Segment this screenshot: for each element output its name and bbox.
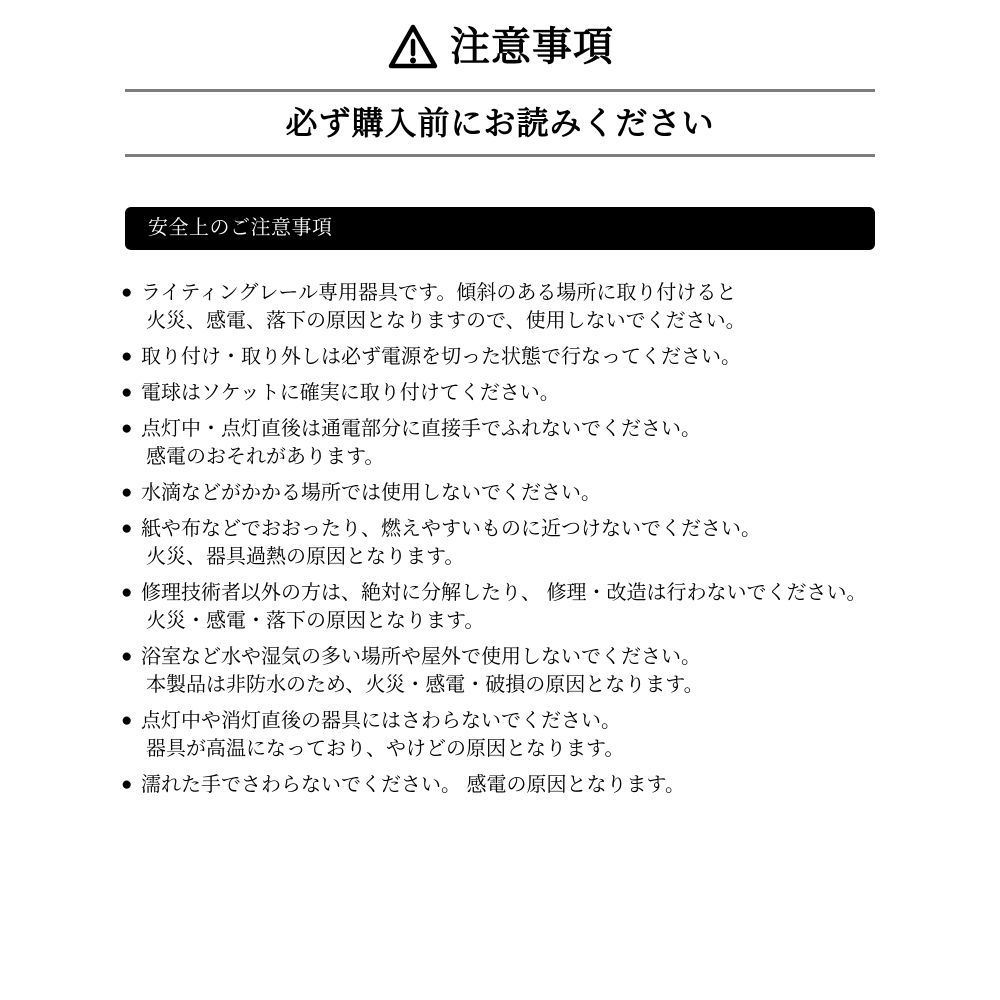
list-item	[121, 579, 875, 635]
precaution-text: 電球はソケットに確実に取り付けてください。	[141, 381, 560, 404]
precaution-text: 濡れた手でさわらないでください。 感電の原因となります。	[141, 773, 685, 796]
list-item	[121, 643, 875, 699]
bullet-marker: ●	[121, 281, 133, 303]
divider-bottom	[125, 154, 875, 157]
bullet-marker: ●	[121, 417, 133, 439]
precaution-text: 水滴などがかかる場所では使用しないでください。	[141, 481, 601, 504]
bullet-marker: ●	[121, 517, 133, 539]
precaution-text: ライティングレール専用器具です。傾斜のある場所に取り付けると	[141, 281, 737, 304]
precaution-note: 感電のおそれがあります。	[146, 445, 385, 468]
precaution-text: 浴室など水や湿気の多い場所や屋外で使用しないでください。	[141, 645, 701, 668]
bullet-marker: ●	[121, 773, 133, 795]
precaution-note: 火災、感電、落下の原因となりますので、使用しないでください。	[146, 309, 746, 332]
precaution-text: 紙や布などでおおったり、燃えやすいものに近つけないでください。	[141, 517, 761, 540]
precaution-note: 火災、器具過熱の原因となります。	[146, 545, 465, 568]
precaution-text: 取り付け・取り外しは必ず電源を切った状態で行なってください。	[141, 345, 741, 368]
list-item	[121, 707, 875, 763]
bullet-marker: ●	[121, 381, 133, 403]
precautions-list	[121, 279, 875, 799]
precaution-note: 本製品は非防水のため、火災・感電・破損の原因となります。	[146, 673, 704, 696]
precaution-note: 器具が高温になっており、やけどの原因となります。	[146, 737, 625, 760]
precautions-section	[121, 207, 875, 799]
list-item	[121, 771, 875, 799]
page-title-row	[0, 0, 1000, 74]
warning-icon	[386, 22, 440, 72]
list-item	[121, 379, 875, 407]
bullet-marker: ●	[121, 481, 133, 503]
bullet-marker: ●	[121, 645, 133, 667]
list-item	[121, 515, 875, 571]
list-item	[121, 415, 875, 471]
notice-header	[0, 0, 1000, 157]
bullet-marker: ●	[121, 709, 133, 731]
list-item	[121, 343, 875, 371]
list-item	[121, 279, 875, 335]
bullet-marker: ●	[121, 581, 133, 603]
bullet-marker: ●	[121, 345, 133, 367]
precaution-text: 修理技術者以外の方は、絶対に分解したり、 修理・改造は行わないでください。	[141, 581, 867, 604]
list-item	[121, 479, 875, 507]
section-heading-banner	[125, 207, 875, 250]
page-title: 注意事項	[450, 25, 614, 69]
precaution-note: 火災・感電・落下の原因となります。	[146, 609, 485, 632]
page-subtitle: 必ず購入前にお読みください	[285, 105, 715, 141]
precaution-text: 点灯中や消灯直後の器具にはさわらないでください。	[141, 709, 621, 732]
section-heading-label: 安全上のご注意事項	[148, 217, 333, 240]
divider-top	[125, 89, 875, 92]
precaution-text: 点灯中・点灯直後は通電部分に直接手でふれないでください。	[141, 417, 701, 440]
